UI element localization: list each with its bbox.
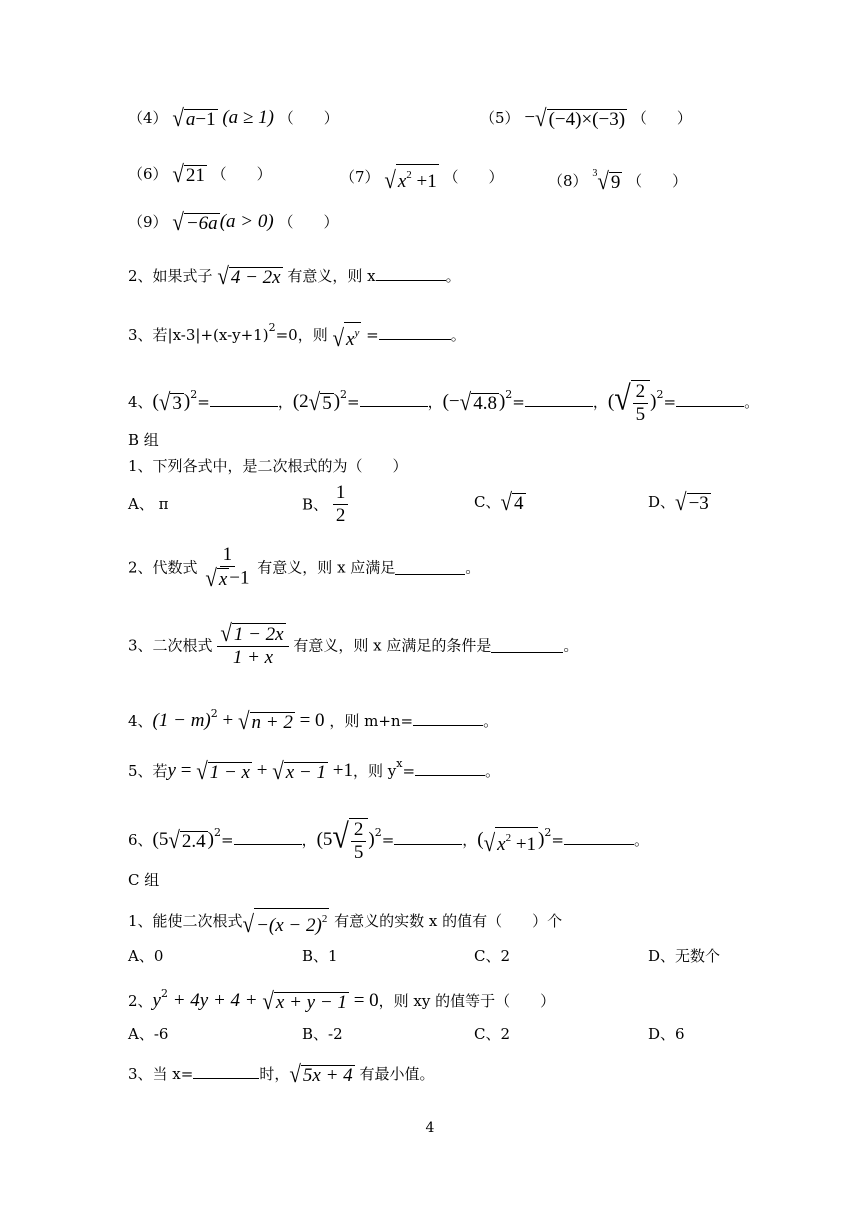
answer-blank[interactable]	[234, 830, 302, 845]
a-question-4: 4、(√ 3 )$^2$= ，(2√ 5 )$^2$= ，(−√ 4.8 )$^2$= ，(√ $\frac{2}{5}$ )$^2$= 。	[128, 379, 760, 425]
answer-blank[interactable]	[193, 1064, 259, 1079]
b-question-3: 3、二次根式 $\frac{√ 1 - 2x}{1 + x}$ 有意义，则 x 应满足的条件是 。	[128, 619, 579, 668]
c-option2-a: A、-6	[128, 1025, 169, 1043]
b-option-c: C、√ 4	[474, 488, 524, 516]
sqrt-expression: √ $x^y$	[333, 322, 362, 350]
a-question-3: 3、若$|x-3|+(x-y+1)^2=0$，则 √ $x^y$ = 。	[128, 321, 466, 352]
sqrt-expression: √ 4 − 2x	[217, 262, 281, 290]
group-b-title: B 组	[128, 431, 159, 449]
b-option-a: A、 π	[128, 495, 169, 513]
c-question-1: 1、能使二次根式√ $-(x - 2)^2$ 有意义的实数 x 的值有（ ）个	[128, 908, 562, 936]
answer-blank[interactable]	[525, 392, 593, 407]
b-question-4: 4、$(1 - m)^2$ + √ n + 2 = 0 ，则 m+n= 。	[128, 707, 499, 735]
answer-blank[interactable]	[360, 392, 428, 407]
c-option2-d: D、6	[648, 1025, 685, 1043]
page-number: 4	[425, 1120, 435, 1136]
item-8: （8） $^3$√ 9 （ ）	[548, 166, 688, 195]
answer-blank[interactable]	[415, 761, 485, 776]
sqrt-expression: √ a−1	[172, 104, 216, 132]
b-question-6: 6、(5√ 2.4 )$^2$= ，(5√ $\frac{2}{5}$ )$^2$= ，(√ $x^2 +1$ )$^2$= 。	[128, 817, 649, 863]
sqrt-expression: √ (−4)×(−3)	[535, 104, 626, 132]
answer-paren: （ ）	[631, 109, 692, 127]
c-option2-c: C、2	[474, 1025, 511, 1043]
b-option-d: D、√ −3	[648, 488, 709, 516]
answer-blank[interactable]	[379, 325, 451, 340]
answer-paren: （ ）	[627, 172, 688, 190]
b-question-2: 2、代数式 $\frac{1}{√ x -1}$ 有意义，则 x 应满足 。	[128, 544, 481, 592]
answer-blank[interactable]	[413, 711, 483, 726]
c-option2-b: B、-2	[302, 1025, 343, 1043]
c-option-a: A、0	[128, 947, 164, 965]
b-option-b: B、 $\frac{1}{2}$	[302, 482, 348, 527]
c-option-c: C、2	[474, 947, 511, 965]
item-5: （5） −√ (−4)×(−3) （ ）	[480, 104, 692, 132]
answer-blank[interactable]	[210, 392, 278, 407]
answer-blank[interactable]	[491, 638, 563, 653]
item-6: （6） √ 21 （ ）	[128, 160, 272, 188]
a-question-2: 2、如果式子 √ 4 − 2x 有意义，则 x 。	[128, 262, 461, 290]
answer-blank[interactable]	[394, 830, 462, 845]
item-7: （7） √ $x^2 +1$ （ ）	[340, 164, 504, 192]
b-question-1: 1、下列各式中，是二次根式的为（ ）	[128, 457, 408, 475]
c-option-b: B、1	[302, 947, 338, 965]
answer-paren: （ ）	[278, 213, 339, 231]
sqrt-expression: √ 21	[172, 160, 205, 188]
b-question-5: 5、若y = √ 1 − x + √ x − 1 +1，则 $y^x=$ 。	[128, 757, 501, 785]
answer-paren: （ ）	[443, 168, 504, 186]
answer-blank[interactable]	[376, 266, 446, 281]
answer-blank[interactable]	[564, 830, 634, 845]
sqrt-expression: √ $x^2 +1$	[384, 164, 438, 192]
item-number: （4）	[128, 109, 168, 127]
answer-blank[interactable]	[676, 392, 744, 407]
item-9: （9） √ −6a (a > 0) （ ）	[128, 208, 339, 236]
answer-blank[interactable]	[395, 560, 465, 575]
sqrt-expression: √ −6a	[172, 208, 218, 236]
c-question-2: 2、$y^2 + 4y + 4$ + √ x + y − 1 = 0，则 xy 的值等于（ ）	[128, 987, 556, 1015]
group-c-title: C 组	[128, 871, 160, 889]
c-option-d: D、无数个	[648, 947, 721, 965]
c-question-3: 3、当 x= 时，√ 5x + 4 有最小值。	[128, 1060, 435, 1088]
answer-paren: （ ）	[278, 109, 339, 127]
answer-paren: （ ）	[211, 165, 272, 183]
item-4: （4） √ a−1 (a ≥ 1) （ ）	[128, 104, 339, 132]
